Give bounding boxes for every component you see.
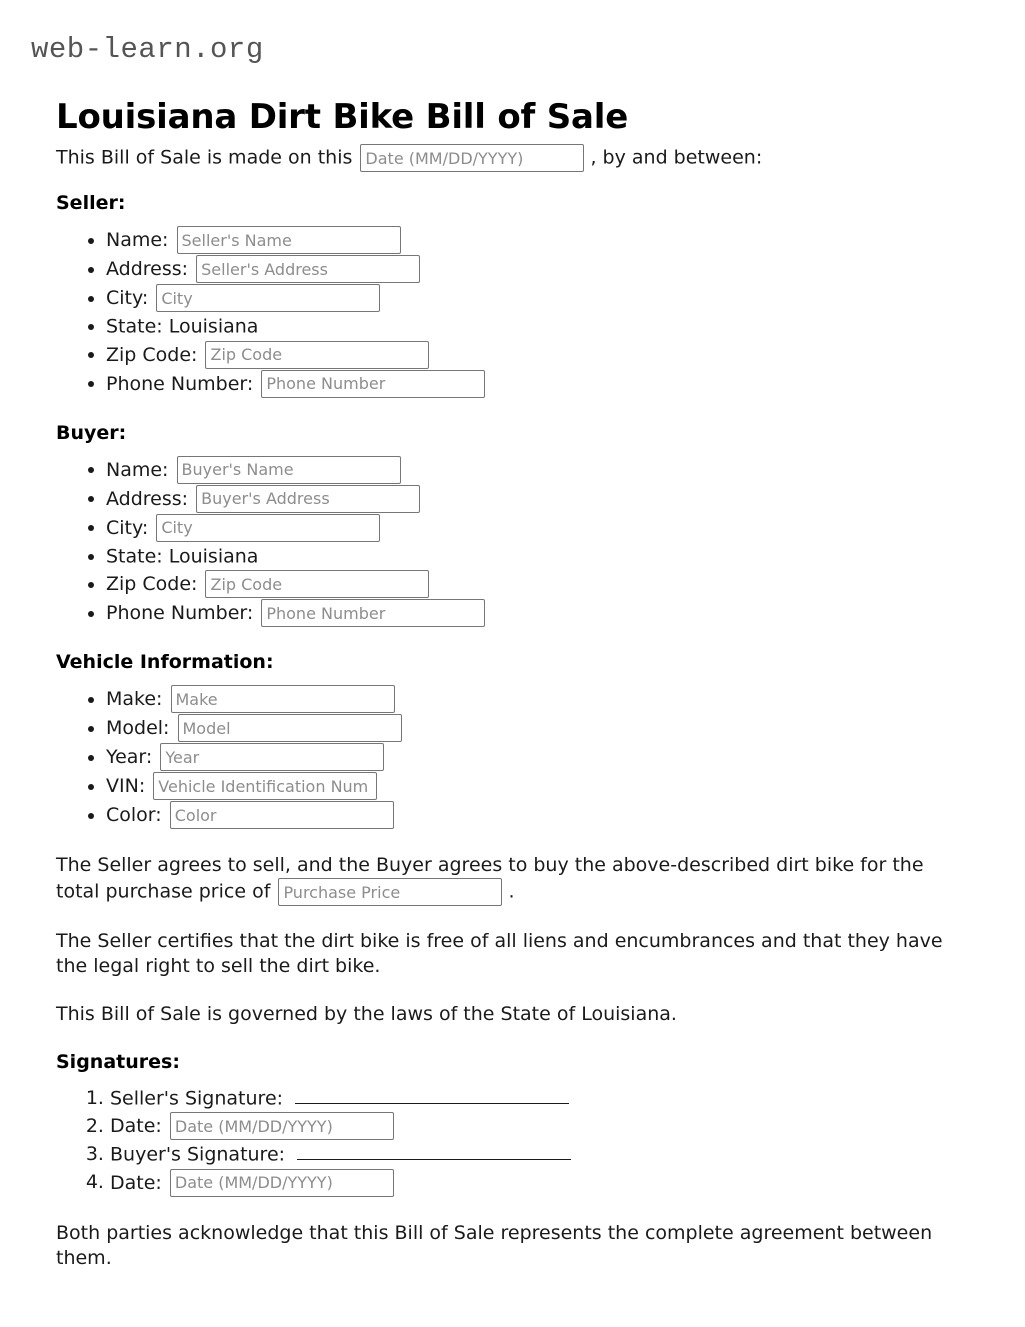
seller-zip-input[interactable] <box>205 341 429 369</box>
list-item <box>106 226 956 254</box>
seller-state-text: State: Louisiana <box>106 315 259 338</box>
signatures-heading: Signatures: <box>56 1050 180 1073</box>
signatures-list <box>56 1085 956 1197</box>
seller-address-input[interactable] <box>196 255 420 283</box>
buyer-field-list <box>56 456 956 628</box>
list-item <box>106 255 956 283</box>
acknowledgement-paragraph: Both parties acknowledge that this Bill of Sale represents the complete agreement between them. <box>56 1221 933 1269</box>
intro-text-before: This Bill of Sale is made on this <box>56 146 353 169</box>
list-item <box>106 514 956 542</box>
buyer-zip-input[interactable] <box>205 570 429 598</box>
buyer-phone-input[interactable] <box>261 599 485 627</box>
buyer-phone-label: Phone Number: <box>106 602 254 625</box>
list-item <box>106 456 956 484</box>
list-item <box>110 1112 956 1140</box>
seller-signature-label: Seller's Signature: <box>110 1086 284 1109</box>
seller-zip-label: Zip Code: <box>106 343 198 366</box>
site-brand: web-learn.org <box>31 33 264 66</box>
vehicle-year-label: Year: <box>106 746 153 769</box>
list-item <box>106 772 956 800</box>
intro-paragraph <box>56 144 956 172</box>
buyer-signature-date-input[interactable] <box>170 1169 394 1197</box>
list-item <box>106 801 956 829</box>
vehicle-make-label: Make: <box>106 688 163 711</box>
vehicle-color-input[interactable] <box>170 801 394 829</box>
list-item <box>106 685 956 713</box>
vehicle-year-input[interactable] <box>160 743 384 771</box>
list-item <box>110 1169 956 1197</box>
seller-city-label: City: <box>106 286 149 309</box>
list-item <box>106 313 956 340</box>
list-item <box>106 284 956 312</box>
list-item <box>106 485 956 513</box>
page-title: Louisiana Dirt Bike Bill of Sale <box>56 96 629 137</box>
vehicle-model-label: Model: <box>106 717 170 740</box>
seller-name-input[interactable] <box>177 226 401 254</box>
list-item <box>106 743 956 771</box>
vehicle-information-heading: Vehicle Information: <box>56 651 274 674</box>
vehicle-field-list <box>56 685 956 829</box>
list-item <box>106 570 956 598</box>
list-item <box>106 341 956 369</box>
liens-paragraph: The Seller certifies that the dirt bike is free of all liens and encumbrances and that they have the legal right to sell the dirt bike. <box>56 930 943 978</box>
vehicle-vin-label: VIN: <box>106 775 146 798</box>
purchase-price-period: . <box>508 880 515 903</box>
seller-signature-line[interactable] <box>295 1090 569 1104</box>
buyer-heading: Buyer: <box>56 421 127 444</box>
list-item <box>106 599 956 627</box>
buyer-signature-label: Buyer's Signature: <box>110 1143 286 1166</box>
seller-phone-input[interactable] <box>261 370 485 398</box>
vehicle-model-input[interactable] <box>178 714 402 742</box>
seller-name-label: Name: <box>106 228 169 251</box>
seller-signature-date-input[interactable] <box>170 1112 394 1140</box>
list-item <box>106 370 956 398</box>
governing-law-paragraph: This Bill of Sale is governed by the laws of the State of Louisiana. <box>56 1003 677 1026</box>
buyer-name-label: Name: <box>106 458 169 481</box>
buyer-signature-date-label: Date: <box>110 1171 162 1194</box>
buyer-zip-label: Zip Code: <box>106 573 198 596</box>
seller-heading: Seller: <box>56 192 126 214</box>
seller-field-list <box>56 226 956 398</box>
purchase-price-text: The Seller agrees to sell, and the Buyer agrees to buy the above-described dirt bike for the total purchase price of <box>56 854 924 903</box>
list-item <box>106 543 956 570</box>
seller-signature-date-label: Date: <box>110 1115 162 1138</box>
seller-phone-label: Phone Number: <box>106 372 254 395</box>
purchase-price-input[interactable] <box>278 878 502 906</box>
agreement-date-input[interactable] <box>360 144 584 172</box>
buyer-city-input[interactable] <box>156 514 380 542</box>
document-body <box>56 144 956 1294</box>
buyer-signature-line[interactable] <box>297 1146 571 1160</box>
vehicle-vin-input[interactable] <box>153 772 377 800</box>
seller-city-input[interactable] <box>156 284 380 312</box>
vehicle-color-label: Color: <box>106 804 162 827</box>
purchase-price-paragraph <box>56 853 956 906</box>
list-item <box>110 1085 956 1112</box>
buyer-address-label: Address: <box>106 487 189 510</box>
buyer-state-text: State: Louisiana <box>106 545 259 567</box>
buyer-address-input[interactable] <box>196 485 420 513</box>
vehicle-make-input[interactable] <box>171 685 395 713</box>
intro-text-after: , by and between: <box>590 146 763 169</box>
buyer-city-label: City: <box>106 516 149 539</box>
list-item <box>106 714 956 742</box>
list-item <box>110 1141 956 1168</box>
seller-address-label: Address: <box>106 257 189 280</box>
buyer-name-input[interactable] <box>177 456 401 484</box>
